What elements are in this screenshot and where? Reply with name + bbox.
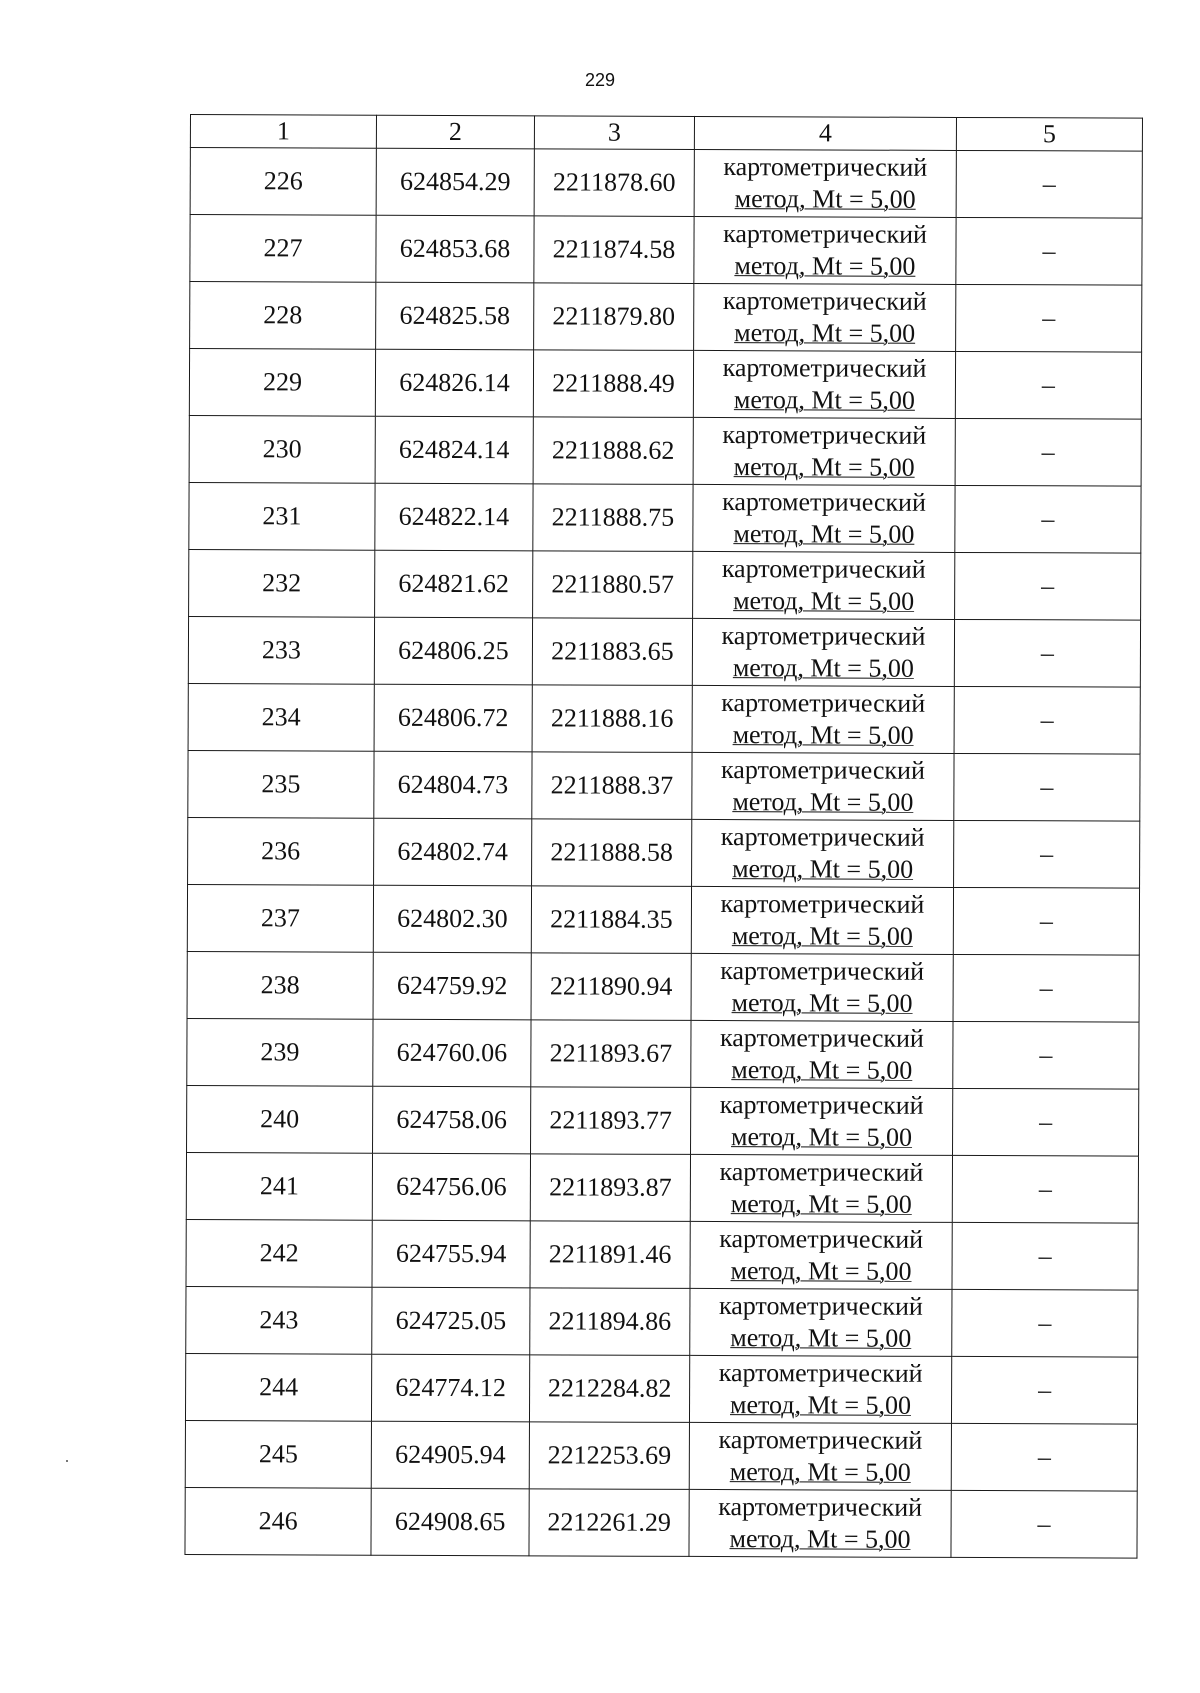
method-cell	[690, 1288, 952, 1356]
note-value: –	[1039, 973, 1053, 1003]
x-coordinate-cell: 624802.30	[373, 885, 531, 953]
table-row	[186, 1219, 1138, 1290]
point-number-cell: 237	[187, 884, 373, 952]
method-cell	[690, 1154, 952, 1222]
method-line-1: картометрический	[720, 889, 925, 919]
method-line-1: картометрический	[720, 956, 925, 986]
table-row	[185, 1353, 1137, 1424]
method-line-1: картометрический	[722, 353, 927, 383]
coordinates-table-wrapper	[190, 114, 1142, 1555]
y-coordinate-cell: 2211884.35	[531, 886, 691, 954]
method-cell	[691, 1020, 953, 1088]
method-line-1: картометрический	[721, 688, 926, 718]
method-line-2: метод, Mt = 5,00	[731, 988, 913, 1018]
table-row	[190, 148, 1142, 219]
method-line-1: картометрический	[723, 152, 928, 182]
method-line-1: картометрический	[718, 1425, 923, 1455]
method-line-2: метод, Mt = 5,00	[730, 1256, 912, 1286]
point-number-cell: 243	[186, 1286, 372, 1354]
method-cell	[691, 953, 953, 1021]
point-number-cell: 229	[189, 349, 375, 417]
method-cell	[694, 283, 956, 351]
x-coordinate-cell: 624806.72	[374, 684, 532, 752]
note-cell	[955, 485, 1141, 553]
note-value: –	[1039, 1107, 1053, 1137]
method-line-1: картометрический	[722, 286, 927, 316]
x-coordinate-cell: 624756.06	[372, 1153, 530, 1221]
y-coordinate-cell: 2212284.82	[529, 1355, 689, 1423]
point-number-cell: 227	[190, 215, 376, 283]
point-number-cell: 234	[188, 683, 374, 751]
table-row	[190, 282, 1142, 353]
method-line-2: метод, Mt = 5,00	[732, 720, 914, 750]
table-row	[187, 951, 1139, 1022]
y-coordinate-cell: 2211878.60	[534, 149, 694, 217]
table-row	[190, 215, 1142, 286]
x-coordinate-cell: 624760.06	[373, 1019, 531, 1087]
method-cell	[692, 685, 954, 753]
point-number-cell: 245	[185, 1420, 371, 1488]
coordinates-table	[184, 114, 1143, 1559]
point-number-cell: 246	[185, 1487, 371, 1555]
note-value: –	[1042, 303, 1056, 333]
method-cell	[693, 484, 955, 552]
note-cell	[952, 1155, 1138, 1223]
method-line-1: картометрический	[720, 822, 925, 852]
point-number-cell: 240	[187, 1085, 373, 1153]
point-number-cell: 226	[190, 148, 376, 216]
note-cell	[953, 1088, 1139, 1156]
method-line-2: метод, Mt = 5,00	[731, 1055, 913, 1085]
x-coordinate-cell: 624802.74	[374, 818, 532, 886]
method-line-2: метод, Mt = 5,00	[730, 1323, 912, 1353]
x-coordinate-cell: 624825.58	[376, 282, 534, 350]
table-row	[188, 750, 1140, 821]
method-line-1: картометрический	[719, 1224, 924, 1254]
y-coordinate-cell: 2211888.37	[532, 752, 692, 820]
point-number-cell: 232	[189, 549, 375, 617]
column-header-5: 5	[956, 117, 1142, 151]
x-coordinate-cell: 624824.14	[375, 416, 533, 484]
method-cell	[691, 1087, 953, 1155]
table-row	[185, 1487, 1137, 1558]
method-line-1: картометрический	[722, 487, 926, 517]
y-coordinate-cell: 2211891.46	[530, 1221, 690, 1289]
note-value: –	[1040, 839, 1054, 869]
point-number-cell: 230	[189, 415, 375, 483]
x-coordinate-cell: 624854.29	[376, 148, 534, 216]
note-cell	[953, 1021, 1139, 1089]
note-cell	[951, 1423, 1137, 1491]
method-line-2: метод, Mt = 5,00	[732, 854, 914, 884]
x-coordinate-cell: 624806.25	[374, 617, 532, 685]
method-line-2: метод, Mt = 5,00	[733, 385, 915, 415]
method-line-1: картометрический	[718, 1291, 923, 1321]
x-coordinate-cell: 624821.62	[375, 550, 533, 618]
note-cell	[951, 1356, 1137, 1424]
table-row	[187, 1018, 1139, 1089]
note-value: –	[1040, 772, 1054, 802]
column-header-2: 2	[376, 115, 534, 149]
y-coordinate-cell: 2211893.87	[530, 1154, 690, 1222]
table-row	[187, 1085, 1139, 1156]
method-cell	[693, 350, 955, 418]
note-value: –	[1037, 1509, 1051, 1539]
y-coordinate-cell: 2211888.75	[533, 484, 693, 552]
page-number: 229	[584, 70, 616, 90]
note-cell	[951, 1490, 1137, 1558]
method-line-2: метод, Mt = 5,00	[732, 787, 914, 817]
note-value: –	[1037, 1442, 1051, 1472]
table-row	[188, 817, 1140, 888]
point-number-cell: 228	[190, 282, 376, 350]
method-line-2: метод, Mt = 5,00	[733, 452, 915, 482]
column-header-1: 1	[190, 115, 376, 149]
method-cell	[694, 149, 956, 217]
y-coordinate-cell: 2211894.86	[530, 1288, 690, 1356]
table-row	[185, 1420, 1137, 1491]
table-row	[188, 683, 1140, 754]
method-line-2: метод, Mt = 5,00	[729, 1457, 911, 1487]
method-line-1: картометрический	[721, 755, 925, 785]
y-coordinate-cell: 2211893.67	[531, 1020, 691, 1088]
note-value: –	[1038, 1308, 1052, 1338]
table-row	[186, 1286, 1138, 1357]
method-line-2: метод, Mt = 5,00	[734, 184, 916, 214]
x-coordinate-cell: 624755.94	[372, 1220, 530, 1288]
y-coordinate-cell: 2212253.69	[529, 1422, 689, 1490]
x-coordinate-cell: 624826.14	[375, 349, 533, 417]
method-line-2: метод, Mt = 5,00	[731, 1122, 913, 1152]
note-cell	[956, 150, 1142, 218]
x-coordinate-cell: 624759.92	[373, 952, 531, 1020]
point-number-cell: 235	[188, 750, 374, 818]
x-coordinate-cell: 624822.14	[375, 483, 533, 551]
method-cell	[693, 551, 955, 619]
point-number-cell: 236	[188, 817, 374, 885]
method-cell	[690, 1221, 952, 1289]
note-value: –	[1041, 437, 1055, 467]
x-coordinate-cell: 624804.73	[374, 751, 532, 819]
y-coordinate-cell: 2211879.80	[534, 283, 694, 351]
method-line-2: метод, Mt = 5,00	[733, 586, 915, 616]
point-number-cell: 239	[187, 1018, 373, 1086]
method-cell	[692, 752, 954, 820]
x-coordinate-cell: 624774.12	[371, 1354, 529, 1422]
note-value: –	[1039, 1040, 1053, 1070]
note-cell	[955, 552, 1141, 620]
method-line-2: метод, Mt = 5,00	[734, 318, 916, 348]
note-cell	[956, 284, 1142, 352]
x-coordinate-cell: 624758.06	[373, 1086, 531, 1154]
method-line-1: картометрический	[719, 1023, 924, 1053]
y-coordinate-cell: 2211874.58	[534, 216, 694, 284]
point-number-cell: 241	[186, 1152, 372, 1220]
y-coordinate-cell: 2211888.62	[533, 417, 693, 485]
method-line-1: картометрический	[721, 621, 926, 651]
method-line-1: картометрический	[719, 1090, 924, 1120]
note-cell	[952, 1222, 1138, 1290]
point-number-cell: 242	[186, 1219, 372, 1287]
x-coordinate-cell: 624853.68	[376, 215, 534, 283]
note-value: –	[1040, 638, 1054, 668]
table-row	[186, 1152, 1138, 1223]
note-value: –	[1041, 504, 1055, 534]
table-row	[188, 616, 1140, 687]
note-value: –	[1041, 370, 1056, 400]
y-coordinate-cell: 2211888.16	[532, 685, 692, 753]
note-cell	[954, 619, 1140, 687]
column-header-3: 3	[534, 116, 694, 150]
note-cell	[953, 887, 1139, 955]
note-value: –	[1038, 1174, 1052, 1204]
point-number-cell: 231	[189, 482, 375, 550]
note-cell	[955, 418, 1141, 486]
note-cell	[952, 1289, 1138, 1357]
note-value: –	[1042, 169, 1056, 199]
point-number-cell: 233	[188, 616, 374, 684]
method-cell	[694, 216, 956, 284]
y-coordinate-cell: 2211880.57	[533, 551, 693, 619]
note-value: –	[1041, 571, 1055, 601]
x-coordinate-cell: 624908.65	[371, 1488, 529, 1556]
table-row	[189, 349, 1141, 420]
y-coordinate-cell: 2211888.58	[532, 819, 692, 887]
method-cell	[692, 819, 954, 887]
note-cell	[955, 351, 1141, 419]
table-body	[185, 148, 1142, 1559]
note-cell	[954, 686, 1140, 754]
method-line-1: картометрический	[718, 1492, 923, 1522]
note-value: –	[1042, 236, 1056, 266]
note-value: –	[1040, 705, 1054, 735]
method-cell	[689, 1422, 951, 1490]
x-coordinate-cell: 624725.05	[372, 1287, 530, 1355]
scan-speck	[66, 1460, 68, 1462]
method-line-2: метод, Mt = 5,00	[731, 921, 913, 951]
method-line-1: картометрический	[718, 1358, 923, 1388]
y-coordinate-cell: 2211890.94	[531, 953, 691, 1021]
note-value: –	[1038, 1241, 1052, 1271]
note-cell	[954, 820, 1140, 888]
method-line-1: картометрический	[719, 1157, 924, 1187]
method-cell	[691, 886, 953, 954]
table-header-row	[190, 115, 1142, 152]
note-value: –	[1039, 906, 1053, 936]
method-line-2: метод, Mt = 5,00	[732, 653, 914, 683]
column-header-4: 4	[694, 116, 956, 150]
note-value: –	[1038, 1375, 1052, 1405]
table-row	[189, 549, 1141, 620]
method-line-1: картометрический	[721, 554, 926, 584]
table-row	[187, 884, 1139, 955]
note-cell	[954, 753, 1140, 821]
y-coordinate-cell: 2211883.65	[532, 618, 692, 686]
point-number-cell: 244	[185, 1353, 371, 1421]
method-line-2: метод, Mt = 5,00	[734, 251, 916, 281]
method-line-1: картометрический	[722, 420, 927, 450]
method-line-1: картометрический	[723, 219, 928, 249]
point-number-cell: 238	[187, 951, 373, 1019]
method-line-2: метод, Mt = 5,00	[729, 1390, 912, 1420]
table-row	[189, 415, 1141, 486]
y-coordinate-cell: 2211893.77	[531, 1087, 691, 1155]
method-line-2: метод, Mt = 5,00	[733, 519, 915, 549]
note-cell	[956, 217, 1142, 285]
y-coordinate-cell: 2211888.49	[533, 350, 693, 418]
method-cell	[689, 1355, 951, 1423]
method-cell	[693, 417, 955, 485]
method-line-2: метод, Mt = 5,00	[730, 1189, 912, 1219]
table-row	[189, 482, 1141, 553]
method-cell	[692, 618, 954, 686]
y-coordinate-cell: 2212261.29	[529, 1489, 689, 1557]
note-cell	[953, 954, 1139, 1022]
x-coordinate-cell: 624905.94	[371, 1421, 529, 1489]
method-cell	[689, 1489, 951, 1557]
method-line-2: метод, Mt = 5,00	[729, 1524, 911, 1554]
